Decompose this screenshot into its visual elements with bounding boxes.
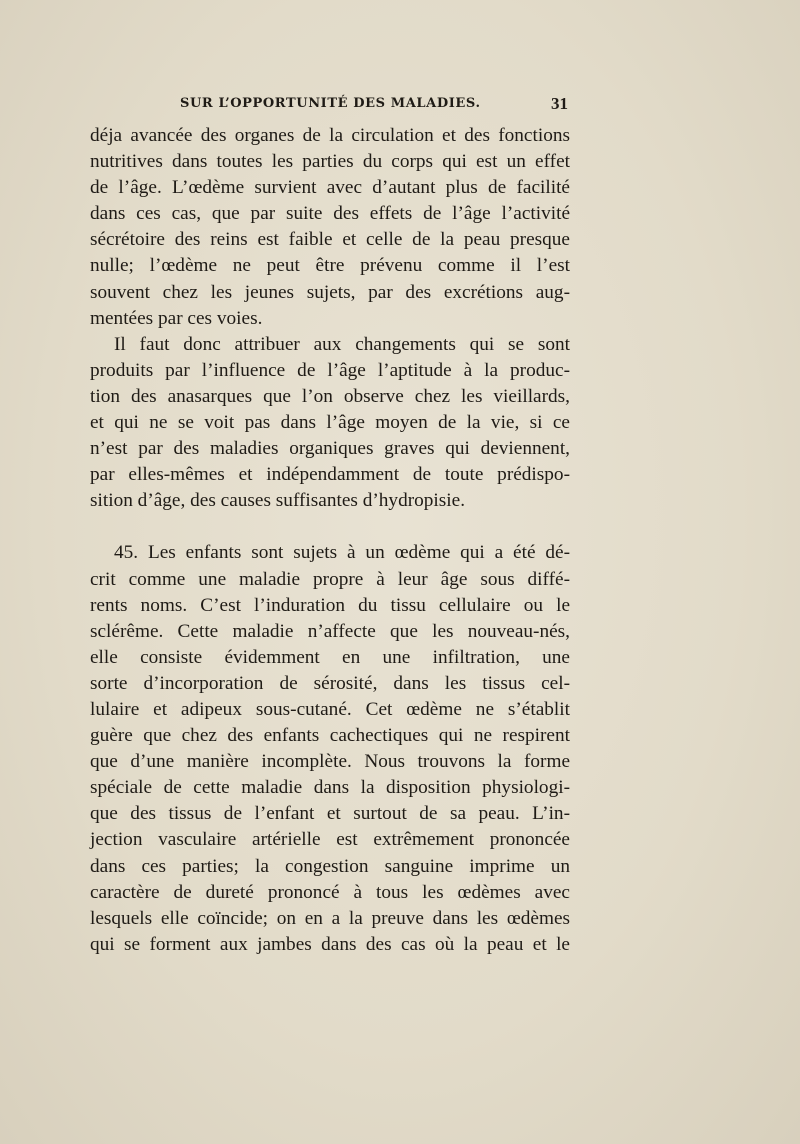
- text-line: tion des anasarques que l’on observe chez les vieillards,: [90, 385, 570, 407]
- text-line: spéciale de cette maladie dans la disposition physiologi-: [90, 777, 570, 799]
- page-number: 31: [551, 94, 568, 113]
- text-line: lulaire et adipeux sous-cutané. Cet œdème ne s’établit: [90, 698, 570, 720]
- body-text: [90, 123, 570, 958]
- text-line: qui se forment aux jambes dans des cas où la peau et le: [90, 933, 570, 955]
- text-line: par elles-mêmes et indépendamment de toute prédispo-: [90, 464, 570, 486]
- text-line: nutritives dans toutes les parties du corps qui est un effet: [90, 151, 570, 173]
- section-gap: [90, 514, 570, 540]
- text-line: crit comme une maladie propre à leur âge sous diffé-: [90, 568, 570, 590]
- text-line: lesquels elle coïncide; on en a la preuve dans les œdèmes: [90, 907, 570, 929]
- paragraph-1: [90, 123, 570, 332]
- text-line: n’est par des maladies organiques graves qui deviennent,: [90, 438, 570, 460]
- text-line: 45. Les enfants sont sujets à un œdème qui a été dé-: [114, 542, 570, 564]
- text-line: jection vasculaire artérielle est extrêmement prononcée: [90, 829, 570, 851]
- text-line: guère que chez des enfants cachectiques qui ne respirent: [90, 725, 570, 747]
- text-line: produits par l’influence de l’âge l’aptitude à la produc-: [90, 359, 570, 381]
- text-line: déja avancée des organes de la circulation et des fonctions: [90, 125, 570, 146]
- text-line: elle consiste évidemment en une infiltration, une: [90, 646, 570, 668]
- text-line: et qui ne se voit pas dans l’âge moyen de la vie, si ce: [90, 412, 570, 434]
- text-line: sorte d’incorporation de sérosité, dans les tissus cel-: [90, 672, 570, 694]
- text-line: sclérême. Cette maladie n’affecte que les nouveau-nés,: [90, 620, 570, 642]
- text-line: caractère de dureté prononcé à tous les œdèmes avec: [90, 881, 570, 903]
- paragraph-2: [90, 332, 570, 515]
- text-line: sécrétoire des reins est faible et celle de la peau presque: [90, 229, 570, 251]
- text-line: souvent chez les jeunes sujets, par des excrétions aug-: [90, 281, 570, 303]
- text-line: sition d’âge, des causes suffisantes d’hydropisie.: [90, 490, 466, 512]
- running-title: SUR L’OPPORTUNITÉ DES MALADIES.: [180, 96, 481, 111]
- text-line: Il faut donc attribuer aux changements qui se sont: [114, 333, 570, 355]
- text-line: rents noms. C’est l’induration du tissu cellulaire ou le: [90, 594, 570, 616]
- text-line: de l’âge. L’œdème survient avec d’autant plus de facilité: [90, 177, 570, 199]
- text-line: dans ces cas, que par suite des effets de l’âge l’activité: [90, 203, 570, 225]
- running-head: [180, 96, 568, 118]
- text-line: dans ces parties; la congestion sanguine imprime un: [90, 855, 570, 877]
- text-line: nulle; l’œdème ne peut être prévenu comme il l’est: [90, 255, 570, 277]
- text-line: que des tissus de l’enfant et surtout de sa peau. L’in-: [90, 803, 570, 825]
- text-line: que d’une manière incomplète. Nous trouvons la forme: [90, 751, 570, 773]
- paragraph-3: [90, 540, 570, 958]
- text-line: mentées par ces voies.: [90, 307, 263, 329]
